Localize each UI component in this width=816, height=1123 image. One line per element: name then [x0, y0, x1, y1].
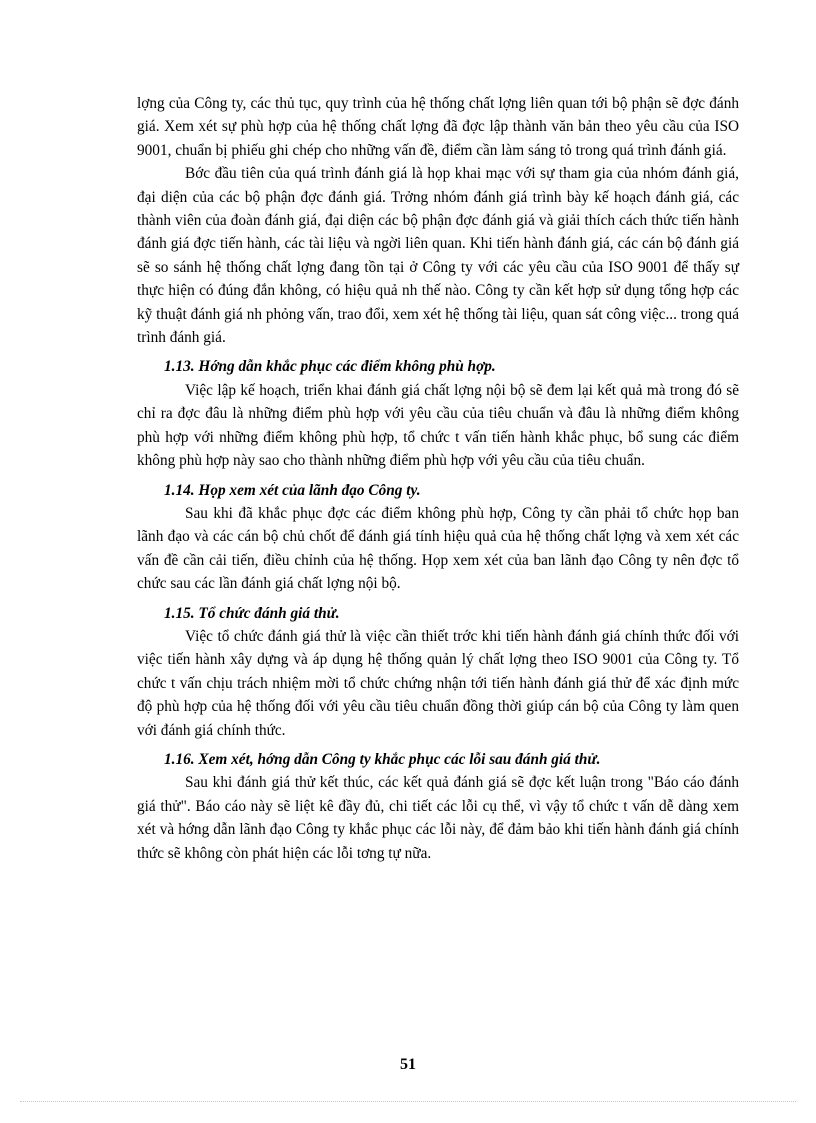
paragraph-management-review: Sau khi đã khắc phục đợc các điểm không phù hợp, Công ty cần phải tổ chức họp ban lãnh đạo và các cán bộ chủ chốt để đánh giá tính hiệu quả của hệ thống chất lợng và xem xét các vấn đề cần cải tiến, điều chỉnh của hệ thống. Họp xem xét của ban lãnh đạo Công ty nên đợc tổ chức sau các lần đánh giá chất lợng nội bộ.: [137, 504, 739, 593]
section-heading-1-13: 1.13. Hớng dẫn khắc phục các điểm không phù hợp.: [164, 358, 496, 376]
section-heading-1-16: 1.16. Xem xét, hớng dẫn Công ty khắc phục các lỗi sau đánh giá thử.: [164, 750, 601, 768]
paragraph-trial-audit: Việc tổ chức đánh giá thử là việc cần thiết trớc khi tiến hành đánh giá chính thức đối với việc tiến hành xây dựng và áp dụng hệ thống quản lý chất lợng theo ISO 9001 của Công ty. Tổ chức t vấn chịu trách nhiệm mời tổ chức chứng nhận tới tiến hành đánh giá thử để xác định mức độ phù hợp của hệ thống đối với yêu cầu tiêu chuẩn đồng thời giúp cán bộ của Công ty làm quen với đánh giá chính thức.: [137, 627, 739, 739]
paragraph-audit-process: Bớc đầu tiên của quá trình đánh giá là họp khai mạc với sự tham gia của nhóm đánh giá, đại diện của các bộ phận đợc đánh giá. Trởng nhóm đánh giá trình bày kế hoạch đánh giá, các thành viên của đoàn đánh giá, đại diện các bộ phận đợc đánh giá và giải thích cách thức tiến hành đánh giá đợc tiến hành, các tài liệu và ngời liên quan. Khi tiến hành đánh giá, các cán bộ đánh giá sẽ so sánh hệ thống chất lợng đang tồn tại ở Công ty với các yêu cầu của ISO 9001 để thấy sự thực hiện có đúng đắn không, có hiệu quả nh thế nào. Công ty cần kết hợp sử dụng tổng hợp các kỹ thuật đánh giá nh phỏng vấn, trao đổi, xem xét hệ thống tài liệu, quan sát công việc... trong quá trình đánh giá.: [137, 165, 739, 347]
section-heading-1-15: 1.15. Tổ chức đánh giá thử.: [164, 604, 340, 622]
paragraph-corrective-guidance: Việc lập kế hoạch, triển khai đánh giá chất lợng nội bộ sẽ đem lại kết quả mà trong đó sẽ chỉ ra đợc đâu là những điểm phù hợp với yêu cầu của tiêu chuẩn và đâu là những điểm không phù hợp với những điểm không phù hợp, tổ chức t vấn tiến hành khắc phục, bổ sung các điểm không phù hợp này sao cho thành những điểm phù hợp với yêu cầu của tiêu chuẩn.: [137, 381, 739, 470]
section-heading-1-14: 1.14. Họp xem xét của lãnh đạo Công ty.: [164, 481, 421, 499]
paragraph-post-trial-fixes: Sau khi đánh giá thử kết thúc, các kết quả đánh giá sẽ đợc kết luận trong "Báo cáo đánh giá thử". Báo cáo này sẽ liệt kê đầy đủ, chi tiết các lỗi cụ thể, vì vậy tổ chức t vấn dễ dàng xem xét và hớng dẫn lãnh đạo Công ty khắc phục các lỗi này, để đảm bảo khi tiến hành đánh giá chính thức sẽ không còn phát hiện các lỗi tơng tự nữa.: [137, 774, 739, 862]
document-body: [137, 92, 739, 865]
paragraph-continuation: lợng của Công ty, các thủ tục, quy trình của hệ thống chất lợng liên quan tới bộ phận sẽ đợc đánh giá. Xem xét sự phù hợp của hệ thống chất lợng đã đợc lập thành văn bản theo yêu cầu của ISO 9001, chuẩn bị phiếu ghi chép cho những vấn đề, điểm cần làm sáng tỏ trong quá trình đánh giá.: [137, 95, 739, 159]
footer-divider: [20, 1101, 796, 1102]
page-number: 51: [400, 1056, 416, 1073]
